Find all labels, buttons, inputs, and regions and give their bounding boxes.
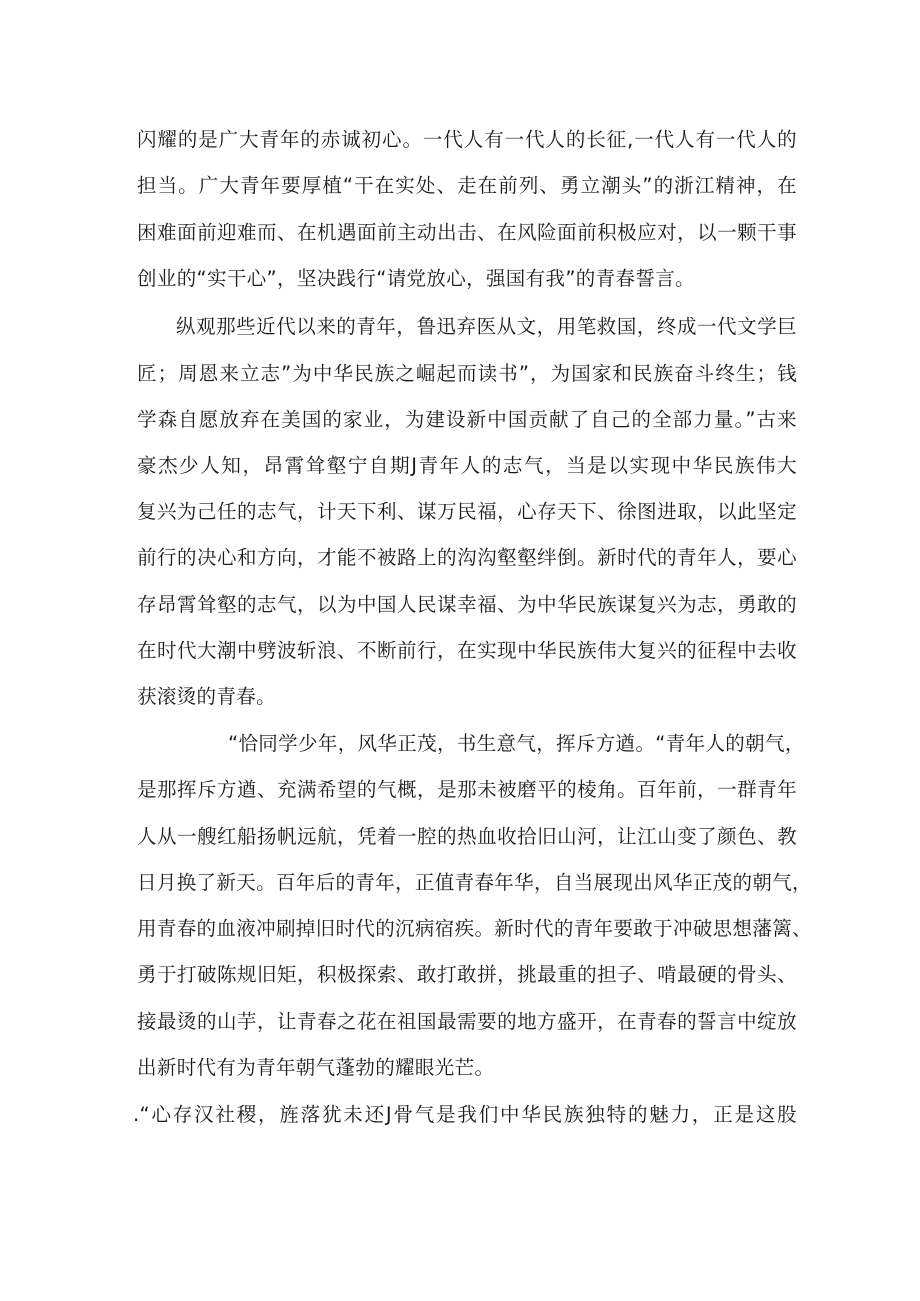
text-line: 豪杰少人知，昂霄耸壑宁自期J青年人的志气，当是以实现中华民族伟大 — [137, 454, 797, 477]
text-line: 日月换了新天。百年后的青年，正值青春年华，自当展现出风华正茂的朝气， — [137, 871, 812, 894]
text-line: 获滚烫的青春。 — [137, 685, 276, 708]
text-line: 担当。广大青年要厚植“干在实处、走在前列、勇立潮头”的浙江精神，在 — [137, 174, 797, 197]
text-line: 纵观那些近代以来的青年，鲁迅弃医从文，用笔救国，终成一代文学巨 — [176, 315, 797, 338]
text-line: 闪耀的是广大青年的赤诚初心。一代人有一代人的长征,一代人有一代人的 — [137, 128, 797, 151]
text-line: 前行的决心和方向，才能不被路上的沟沟壑壑绊倒。新时代的青年人，要心 — [137, 546, 797, 569]
text-line: 复兴为己任的志气，计天下利、谋万民福，心存天下、徐图进取，以此坚定 — [137, 500, 797, 523]
text-line: 困难面前迎难而、在机遇面前主动出击、在风险面前积极应对，以一颗干事 — [137, 221, 797, 244]
text-line: “恰同学少年，风华正茂，书生意气，挥斥方遒。“青年人的朝气， — [228, 732, 805, 755]
text-line: 创业的“实干心”，坚决践行“请党放心，强国有我”的青春誓言。 — [137, 267, 695, 290]
text-line: 在时代大潮中劈波斩浪、不断前行，在实现中华民族伟大复兴的征程中去收 — [137, 639, 797, 662]
text-line: 出新时代有为青年朝气蓬勃的耀眼光芒。 — [137, 1056, 495, 1079]
text-line: 人从一艘红船扬帆远航，凭着一腔的热血收拾旧山河，让江山变了颜色、教 — [137, 825, 797, 848]
text-line: 接最烫的山芋，让青春之花在祖国最需要的地方盛开，在青春的誓言中绽放 — [137, 1010, 797, 1033]
text-line: 存昂霄耸壑的志气，以为中国人民谋幸福、为中华民族谋复兴为志，勇敢的 — [137, 593, 797, 616]
text-line: 勇于打破陈规旧矩，积极探索、敢打敢拼，挑最重的担子、啃最硬的骨头、 — [137, 963, 797, 986]
text-line: 匠；周恩来立志”为中华民族之崛起而读书”，为国家和民族奋斗终生；钱 — [137, 362, 797, 385]
text-line: 用青春的血液冲刷掉旧时代的沉病宿疾。新时代的青年要敢于冲破思想藩篱、 — [137, 917, 812, 940]
text-line: 学森自愿放弃在美国的家业，为建设新中国贡献了自己的全部力量。”古来 — [137, 408, 797, 431]
text-line: 是那挥斥方遒、充满希望的气概，是那未被磨平的棱角。百年前，一群青年 — [137, 778, 797, 801]
text-line: .“心存汉社稷，旌落犹未还J骨气是我们中华民族独特的魅力，正是这股 — [133, 1103, 797, 1126]
